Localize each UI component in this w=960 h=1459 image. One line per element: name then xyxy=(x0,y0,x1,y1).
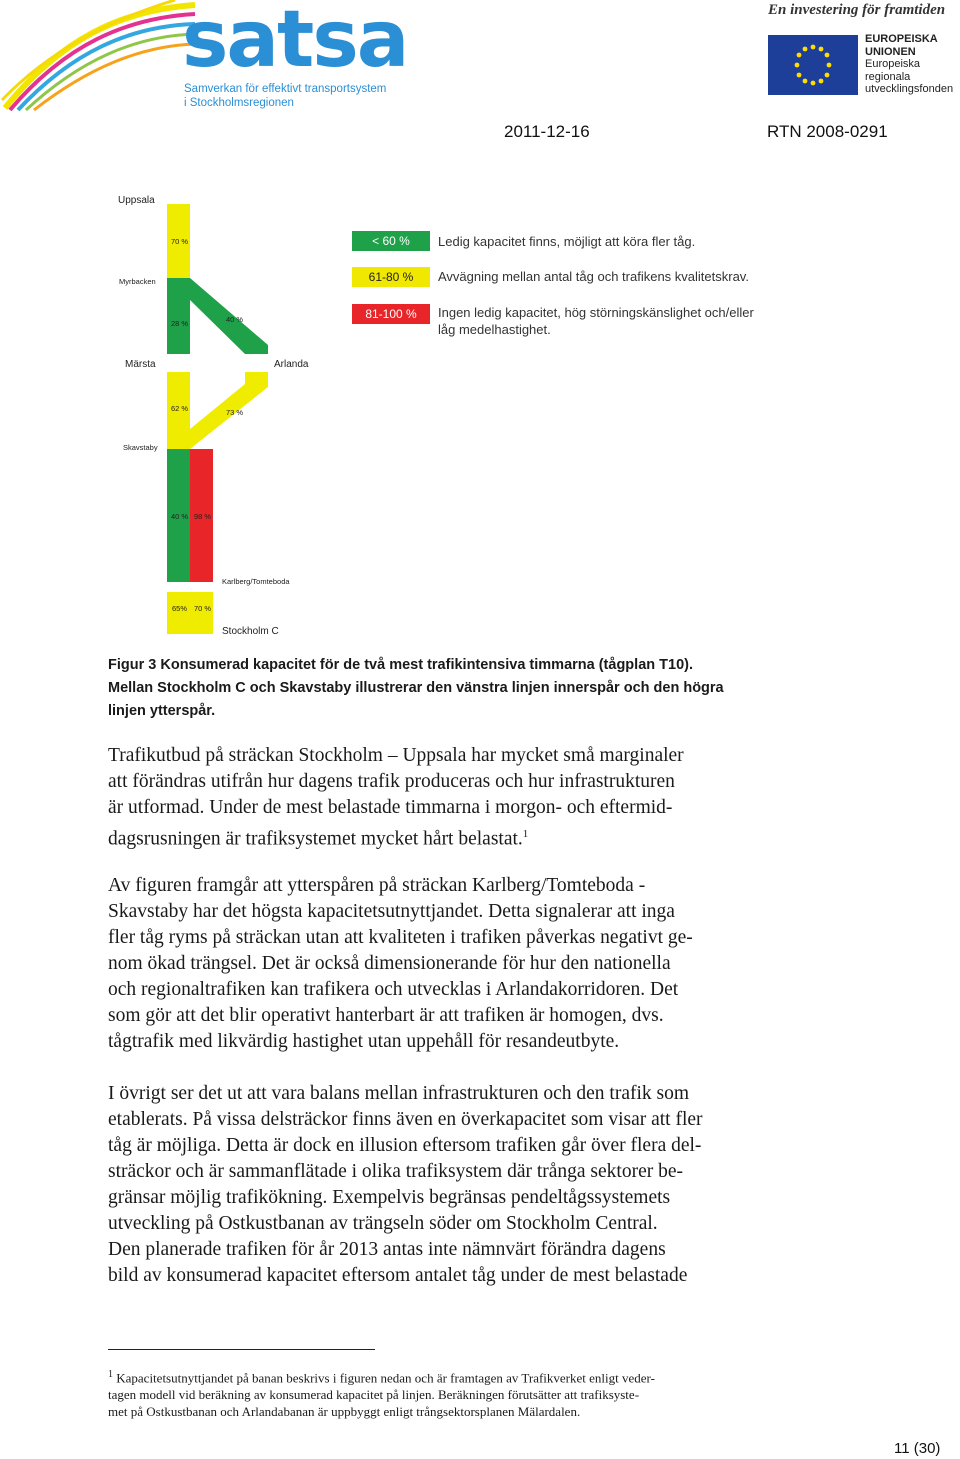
legend-text-yellow: Avvägning mellan antal tåg och trafikens kvalitetskrav. xyxy=(438,269,749,284)
legend-swatch-green: < 60 % xyxy=(352,231,430,251)
satsa-logo-subtitle: Samverkan för effektivt transportsystem i Stockholmsregionen xyxy=(184,83,387,109)
station-arlanda: Arlanda xyxy=(274,359,309,370)
investment-slogan: En investering för framtiden xyxy=(768,2,946,18)
pct-myrbacken-arlanda: 40 % xyxy=(226,315,244,324)
pct-myrbacken-marsta: 28 % xyxy=(171,319,189,328)
station-stockholm: Stockholm C xyxy=(222,626,279,637)
document-date: 2011-12-16 xyxy=(504,122,590,141)
station-karlberg: Karlberg/Tomteboda xyxy=(222,577,290,586)
satsa-logo-wordmark: satsa xyxy=(182,0,408,85)
pct-karlberg-outer: 70 % xyxy=(194,604,212,613)
footnote-divider xyxy=(108,1349,375,1350)
eu-fund-label: EUROPEISKA UNIONEN Europeiska regionala utvecklingsfonden xyxy=(865,33,954,95)
pct-marsta-skavstaby: 62 % xyxy=(171,404,189,413)
pct-karlberg-inner: 65% xyxy=(172,604,188,613)
station-marsta: Märsta xyxy=(125,359,156,370)
segment-karlberg-stockholm-outer xyxy=(190,592,213,634)
legend-text-red: Ingen ledig kapacitet, hög störningskänslighet och/eller låg medelhastighet. xyxy=(438,305,754,337)
pct-uppsala-myrbacken: 70 % xyxy=(171,237,189,246)
legend-swatch-red: 81-100 % xyxy=(352,304,430,324)
paragraph-1: Trafikutbud på sträckan Stockholm – Uppsala har mycket små marginaler att förändras utifrån hur dagens trafik produceras och hur infrastrukturen är utformad. Under de mest belastade timmarna i morgon- och eftermid- dagsrusningen är trafiksystemet mycket hårt belastat.$^1$ xyxy=(108,745,684,850)
station-uppsala: Uppsala xyxy=(118,195,155,206)
pct-skavstaby-outer: 98 % xyxy=(194,512,212,521)
segment-myrbacken-marsta xyxy=(167,278,190,354)
footnote-ref[interactable]: 1 xyxy=(522,828,529,840)
document-reference: RTN 2008-0291 xyxy=(767,122,888,141)
station-skavstaby: Skavstaby xyxy=(123,443,158,452)
legend-text-green: Ledig kapacitet finns, möjligt att köra fler tåg. xyxy=(438,234,696,249)
pct-skavstaby-inner: 40 % xyxy=(171,512,189,521)
footnote: $^1$ Kapacitetsutnyttjandet på banan beskrivs i figuren nedan och är framtagen av Trafikverket enligt veder- tagen modell vid beräkning av konsumerad kapacitet på linjen. Beräkningen förutsätter att trafiksyste- met på Ostkustbanan och Arlandabanan är uppbyggt enligt trångsektorsplanen Mälardalen. xyxy=(108,1369,655,1420)
eu-flag-icon xyxy=(768,35,858,95)
capacity-diagram xyxy=(0,180,960,650)
pct-arlanda-skavstaby: 73 % xyxy=(226,408,244,417)
segment-karlberg-stockholm-inner xyxy=(167,592,190,634)
figure-caption: Figur 3 Konsumerad kapacitet för de två mest trafikintensiva timmarna (tågplan T10). Mellan Stockholm C och Skavstaby illustrerar den vänstra linjen innerspår och den högra linjen ytterspår. xyxy=(108,657,724,719)
satsa-logo-swoosh xyxy=(0,0,200,115)
legend-swatch-yellow: 61-80 % xyxy=(352,267,430,287)
paragraph-3: I övrigt ser det ut att vara balans mellan infrastrukturen och den trafik som etablerats. På vissa delsträckor finns även en överkapacitet som visar att fler tåg är möjliga. Detta är dock en illusion eftersom trafiken går över flera del- sträckor och är sammanflätade i olika trafiksystem där trånga sektorer be- gränsar möjlig trafikökning. Exempelvis begränsas pendeltågssystemets utveckling på Ostkustbanan av trängseln söder om Stockholm Central. Den planerade trafiken för år 2013 antas inte nämnvärt förändra dagens bild av konsumerad kapacitet eftersom antalet tåg under de mest belastade xyxy=(108,1083,703,1286)
page-number: 11 (30) xyxy=(894,1440,941,1457)
paragraph-2: Av figuren framgår att ytterspåren på sträckan Karlberg/Tomteboda - Skavstaby har det högsta kapacitetsutnyttjandet. Detta signalerar att inga fler tåg ryms på sträckan utan att kvaliteten i trafiken påverkas negativt ge- nom ökad trängsel. Det är också dimensionerande för hur den nationella och regionaltrafiken kan trafikera och utvecklas i Arlandakorridoren. Det som gör att det blir operativt hanterbart är att trafiken är homogen, dvs. tågtrafik med likvärdig hastighet utan uppehåll för resandeutbyte. xyxy=(108,875,693,1052)
station-myrbacken: Myrbacken xyxy=(119,277,156,286)
footnote-mark: 1 xyxy=(108,1369,113,1380)
